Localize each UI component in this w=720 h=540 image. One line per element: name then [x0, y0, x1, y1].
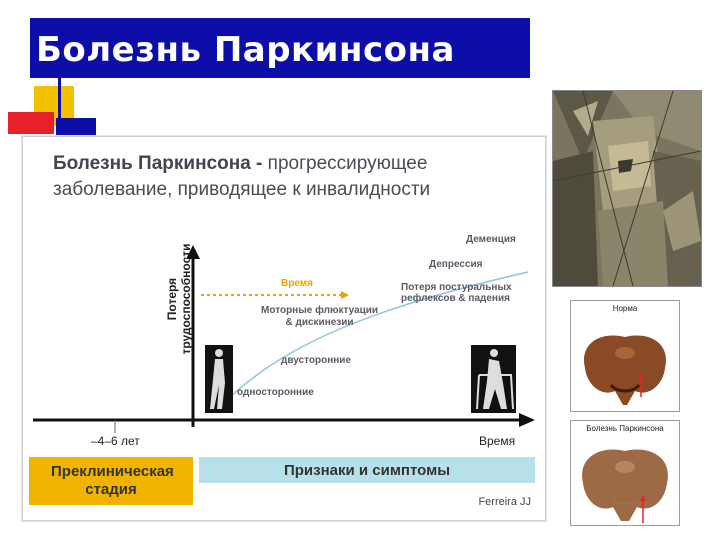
symptoms-box [199, 457, 535, 483]
label-postural [401, 282, 512, 304]
decor-blue-block [56, 118, 96, 136]
y-axis-label-line1: Потеря [165, 277, 179, 321]
preclinical-stage-label: Преклиническая стадия [51, 463, 174, 498]
label-postural-line2: рефлексов & падения [401, 293, 510, 304]
citation: Ferreira JJ [478, 496, 531, 508]
label-motor-fluctuations [261, 305, 378, 329]
x-axis-arrowhead [519, 413, 535, 427]
symptoms-label: Признаки и симптомы [283, 461, 451, 479]
figure-panel [22, 136, 546, 521]
brain-parkinson-panel [570, 420, 680, 526]
preclinical-stage-box [29, 457, 193, 505]
label-depression: Депрессия [429, 259, 483, 270]
decor-red-block [8, 112, 54, 134]
brain-parkinson-label: Болезнь Паркинсона [586, 424, 664, 433]
figure-title: Болезнь Паркинсона - прогрессирующее заболевание, приводящее к инвалидности [53, 153, 431, 200]
label-unilateral: односторонние [237, 387, 314, 398]
time-arrowhead [341, 291, 349, 299]
x-axis-label: Время [479, 434, 516, 448]
painting-shapes [553, 91, 701, 286]
label-motor-line1: Моторные флюктуации [261, 305, 379, 316]
early-patient-figure [205, 345, 233, 413]
brain-parkinson-image [571, 433, 679, 525]
slide-title: Болезнь Паркинсона [36, 30, 455, 70]
brain-normal-image [571, 313, 679, 408]
label-motor-line2: & дискинезии [285, 317, 354, 328]
label-postural-line1: Потеря постуральных [401, 282, 512, 293]
time-arrow-label: Время [281, 278, 313, 289]
cubist-portrait-image [552, 90, 702, 287]
decor-vertical-line [58, 78, 61, 144]
label-bilateral: двусторонние [281, 355, 351, 366]
brain-normal-panel [570, 300, 680, 412]
y-axis-label-line2: трудоспособности [179, 243, 193, 355]
brain-normal-label: Норма [612, 304, 638, 313]
y-axis-label [165, 229, 193, 369]
advanced-patient-figure [471, 345, 516, 413]
x-tick-label: –4–6 лет [91, 434, 140, 448]
label-dementia: Деменция [466, 234, 516, 245]
